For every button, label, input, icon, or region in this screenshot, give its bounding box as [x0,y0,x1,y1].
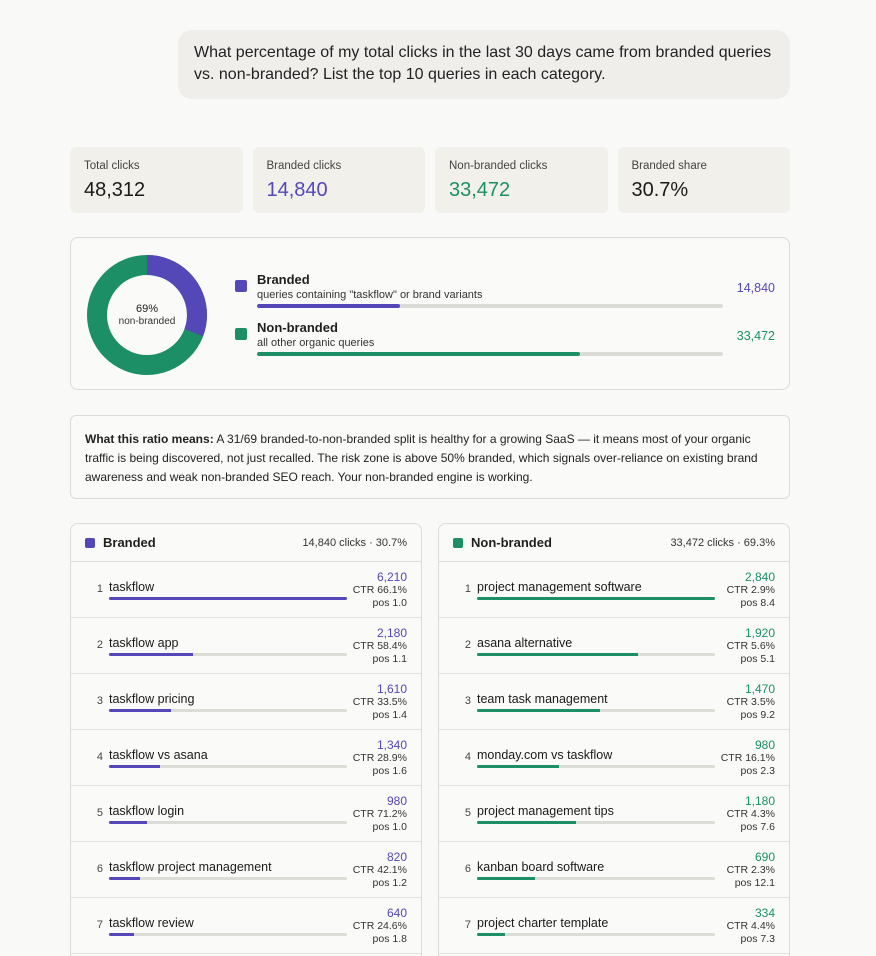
split-card [70,237,790,390]
query-position: pos 8.4 [740,597,775,609]
ratio-explanation-note [70,415,790,499]
stat-label: Branded share [631,160,707,172]
query-bar-track [477,877,715,880]
query-rank: 3 [464,695,471,707]
query-bar-fill [477,709,600,712]
query-bar-fill [109,765,160,768]
stat-card-total-clicks [70,147,243,213]
query-text: taskflow [109,580,155,594]
query-clicks: 980 [754,738,775,752]
panel-title: Non-branded [471,535,552,550]
query-text: taskflow review [109,916,194,930]
query-row [439,786,789,842]
query-bar-track [477,597,715,600]
legend-value: 14,840 [736,281,775,295]
query-clicks: 1,180 [744,794,775,808]
query-rank: 5 [464,807,471,819]
query-ctr: CTR 4.3% [726,808,775,820]
stat-value: 48,312 [84,179,146,201]
query-ctr: CTR 28.9% [352,752,407,764]
query-position: pos 7.3 [740,933,775,945]
query-clicks: 6,210 [376,570,407,584]
legend-description: queries containing "taskflow" or brand variants [257,289,483,301]
stat-value: 33,472 [449,179,511,201]
query-row [439,898,789,954]
branded-swatch [85,538,95,548]
query-text: taskflow vs asana [109,748,208,762]
query-rank: 6 [464,863,471,875]
query-rank: 4 [96,751,103,763]
query-clicks: 1,340 [376,738,407,752]
query-row [71,898,421,954]
non-branded-queries-panel [438,523,790,956]
query-rank: 6 [96,863,103,875]
query-rank: 2 [96,639,103,651]
query-text: project management software [477,580,642,594]
query-row [71,730,421,786]
query-ctr: CTR 2.3% [726,864,775,876]
legend-branded [235,272,775,312]
query-ctr: CTR 58.4% [352,640,407,652]
query-position: pos 12.1 [734,877,775,889]
query-clicks: 1,470 [744,682,775,696]
legend-name: Non-branded [257,320,338,335]
donut-label: non-branded [118,315,176,327]
query-ctr: CTR 33.5% [352,696,407,708]
panel-header [439,524,789,562]
stat-label: Branded clicks [266,160,342,172]
stat-card-branded-clicks [253,147,426,213]
query-clicks: 820 [386,850,407,864]
note-lead: What this ratio means: [85,432,214,446]
non-branded-query-list [439,562,789,954]
query-bar-track [477,653,715,656]
query-ctr: CTR 24.6% [352,920,407,932]
query-row [71,562,421,618]
query-row [71,674,421,730]
query-position: pos 1.8 [372,933,407,945]
query-bar-track [109,653,347,656]
query-text: asana alternative [477,636,573,650]
query-position: pos 9.2 [740,709,775,721]
query-row [439,562,789,618]
query-bar-fill [477,765,559,768]
query-ctr: CTR 2.9% [726,584,775,596]
query-row [439,618,789,674]
legend-description: all other organic queries [257,337,375,349]
query-bar-fill [109,597,347,600]
query-position: pos 1.1 [372,653,407,665]
query-position: pos 1.4 [372,709,407,721]
query-row [71,842,421,898]
branded-query-list [71,562,421,954]
query-bar-fill [109,709,171,712]
query-text: project charter template [477,916,609,930]
query-position: pos 2.3 [740,765,775,777]
query-text: taskflow project management [109,860,272,874]
query-rank: 1 [464,583,471,595]
query-bar-track [477,709,715,712]
donut-center-label [87,255,207,375]
query-rank: 7 [96,919,103,931]
stat-card-non-branded-clicks [435,147,608,213]
query-bar-track [109,597,347,600]
query-position: pos 1.2 [372,877,407,889]
query-rank: 5 [96,807,103,819]
non-branded-swatch [235,328,247,340]
query-bar-track [109,821,347,824]
query-bar-track [109,933,347,936]
query-clicks: 640 [386,906,407,920]
query-rank: 2 [464,639,471,651]
query-row [71,618,421,674]
query-row [439,842,789,898]
query-position: pos 5.1 [740,653,775,665]
panel-meta: 33,472 clicks · 69.3% [670,537,775,549]
query-bar-track [109,709,347,712]
stat-label: Non-branded clicks [449,160,548,172]
panel-header [71,524,421,562]
query-ctr: CTR 66.1% [352,584,407,596]
query-ctr: CTR 16.1% [720,752,775,764]
query-row [439,730,789,786]
query-ctr: CTR 42.1% [352,864,407,876]
query-rank: 3 [96,695,103,707]
legend-name: Branded [257,272,310,287]
legend-value: 33,472 [736,329,775,343]
query-position: pos 1.6 [372,765,407,777]
query-bar-track [109,877,347,880]
query-text: project management tips [477,804,614,818]
user-message-text: What percentage of my total clicks in the last 30 days came from branded queries vs. non-branded? List the top 10 queries in each category. [194,44,772,83]
donut-percent: 69% [135,302,159,315]
query-bar-fill [109,821,147,824]
branded-queries-panel [70,523,422,956]
stat-value: 30.7% [631,179,689,201]
stat-card-branded-share [618,147,791,213]
query-bar-fill [109,933,134,936]
query-bar-fill [477,597,715,600]
query-bar-fill [477,653,638,656]
query-rank: 4 [464,751,471,763]
query-bar-fill [477,821,576,824]
query-clicks: 690 [754,850,775,864]
query-row [439,674,789,730]
query-bar-track [477,821,715,824]
panel-title: Branded [103,535,156,550]
query-bar-track [477,765,715,768]
query-bar-fill [477,933,505,936]
note-body: A 31/69 branded-to-non-branded split is healthy for a growing SaaS — it means most of your organic traffic is being discovered, not just recalled. The risk zone is above 50% branded, which signals over-reliance on existing brand awareness and weak non-branded SEO reach. Your non-branded engine is working. [85,432,758,484]
query-bar-fill [109,653,193,656]
query-bar-track [477,933,715,936]
legend-bar-track [257,352,723,356]
query-text: taskflow pricing [109,692,195,706]
query-clicks: 1,920 [744,626,775,640]
panel-meta: 14,840 clicks · 30.7% [302,537,407,549]
query-clicks: 2,180 [376,626,407,640]
query-text: team task management [477,692,608,706]
legend-bar-fill [257,352,580,356]
query-ctr: CTR 4.4% [726,920,775,932]
query-clicks: 334 [754,906,775,920]
query-rank: 7 [464,919,471,931]
query-ctr: CTR 3.5% [726,696,775,708]
query-text: taskflow app [109,636,179,650]
query-position: pos 1.0 [372,597,407,609]
query-row [71,786,421,842]
stats-row [70,147,790,213]
branded-swatch [235,280,247,292]
query-position: pos 7.6 [740,821,775,833]
query-position: pos 1.0 [372,821,407,833]
query-clicks: 1,610 [376,682,407,696]
stat-label: Total clicks [84,160,140,172]
legend-non-branded [235,320,775,360]
query-text: kanban board software [477,860,605,874]
query-clicks: 2,840 [744,570,775,584]
stat-value: 14,840 [266,179,328,201]
legend-bar-track [257,304,723,308]
query-ctr: CTR 5.6% [726,640,775,652]
query-bar-track [109,765,347,768]
legend-bar-fill [257,304,400,308]
non-branded-swatch [453,538,463,548]
query-text: taskflow login [109,804,185,818]
query-clicks: 980 [386,794,407,808]
user-message-bubble [178,30,790,99]
query-ctr: CTR 71.2% [352,808,407,820]
query-rank: 1 [96,583,103,595]
query-bar-fill [109,877,140,880]
query-bar-fill [477,877,535,880]
query-text: monday.com vs taskflow [477,748,613,762]
